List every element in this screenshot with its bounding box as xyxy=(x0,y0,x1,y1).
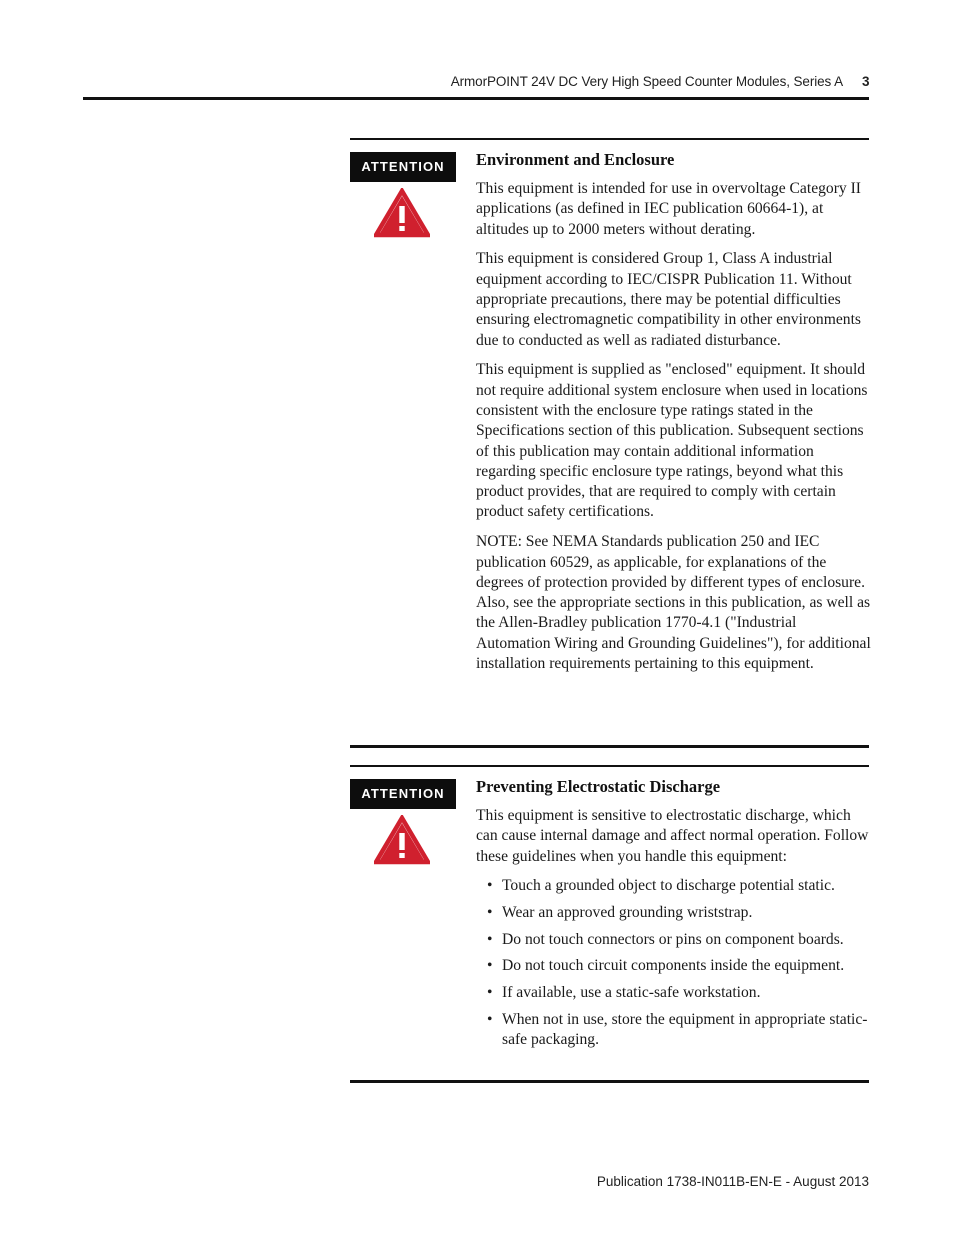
warning-triangle-icon xyxy=(374,815,430,865)
section-title: Environment and Enclosure xyxy=(476,150,675,169)
attention-badge: ATTENTION xyxy=(350,152,456,182)
paragraph: This equipment is intended for use in overvoltage Category II applications (as defined in IEC publication 60664-1), at altitudes up to 2000 meters without derating. xyxy=(476,180,861,238)
section-content xyxy=(476,149,871,684)
section-content xyxy=(476,776,871,1057)
list-item: • If available, use a static-safe workstation. xyxy=(476,983,871,1003)
section-title: Preventing Electrostatic Discharge xyxy=(476,777,721,796)
attention-box-esd xyxy=(350,765,869,1083)
warning-triangle-icon xyxy=(374,188,430,238)
list-item: • Do not touch circuit components inside the equipment. xyxy=(476,956,871,976)
list-item: • Do not touch connectors or pins on component boards. xyxy=(476,930,871,950)
publication-footer: Publication 1738-IN011B-EN-E - August 2013 xyxy=(596,1174,869,1189)
list-item: • When not in use, store the equipment in appropriate static-safe packaging. xyxy=(476,1010,871,1051)
list-item: • Wear an approved grounding wriststrap. xyxy=(476,903,871,923)
header-title: ArmorPOINT 24V DC Very High Speed Counter Modules, Series A xyxy=(450,74,843,89)
paragraph: NOTE: See NEMA Standards publication 250 and IEC publication 60529, as applicable, for explanations of the degrees of protection provided by different types of enclosure. Also, see the appropriate sections in this publication, as well as the Allen-Bradley publication 1770-4.1 ("Industrial Automation Wiring and Grounding Guidelines"), for additional installation requirements pertaining to this equipment. xyxy=(476,533,871,673)
attention-badge: ATTENTION xyxy=(350,779,456,809)
paragraph: This equipment is considered Group 1, Class A industrial equipment according to IEC/CISPR Publication 11. Without appropriate precautions, there may be potential difficulties ensuring electromagnetic compatibility in other environments due to conducted as well as radiated disturbance. xyxy=(476,250,861,349)
attention-box-environment xyxy=(350,138,869,748)
header-rule xyxy=(83,97,869,100)
list-item: • Touch a grounded object to discharge potential static. xyxy=(476,876,871,896)
guideline-list xyxy=(476,876,871,1050)
page-number: 3 xyxy=(862,74,870,89)
paragraph: This equipment is supplied as "enclosed" equipment. It should not require additional system enclosure when used in locations consistent with the enclosure type ratings stated in the Specifications section of this publication. Subsequent sections of this publication may contain additional information regarding specific enclosure type ratings, beyond what this product provides, that are required to comply with certain product safety certifications. xyxy=(476,361,868,521)
paragraph: This equipment is sensitive to electrostatic discharge, which can cause internal damage and affect normal operation. Follow these guidelines when you handle this equipment: xyxy=(476,807,869,865)
